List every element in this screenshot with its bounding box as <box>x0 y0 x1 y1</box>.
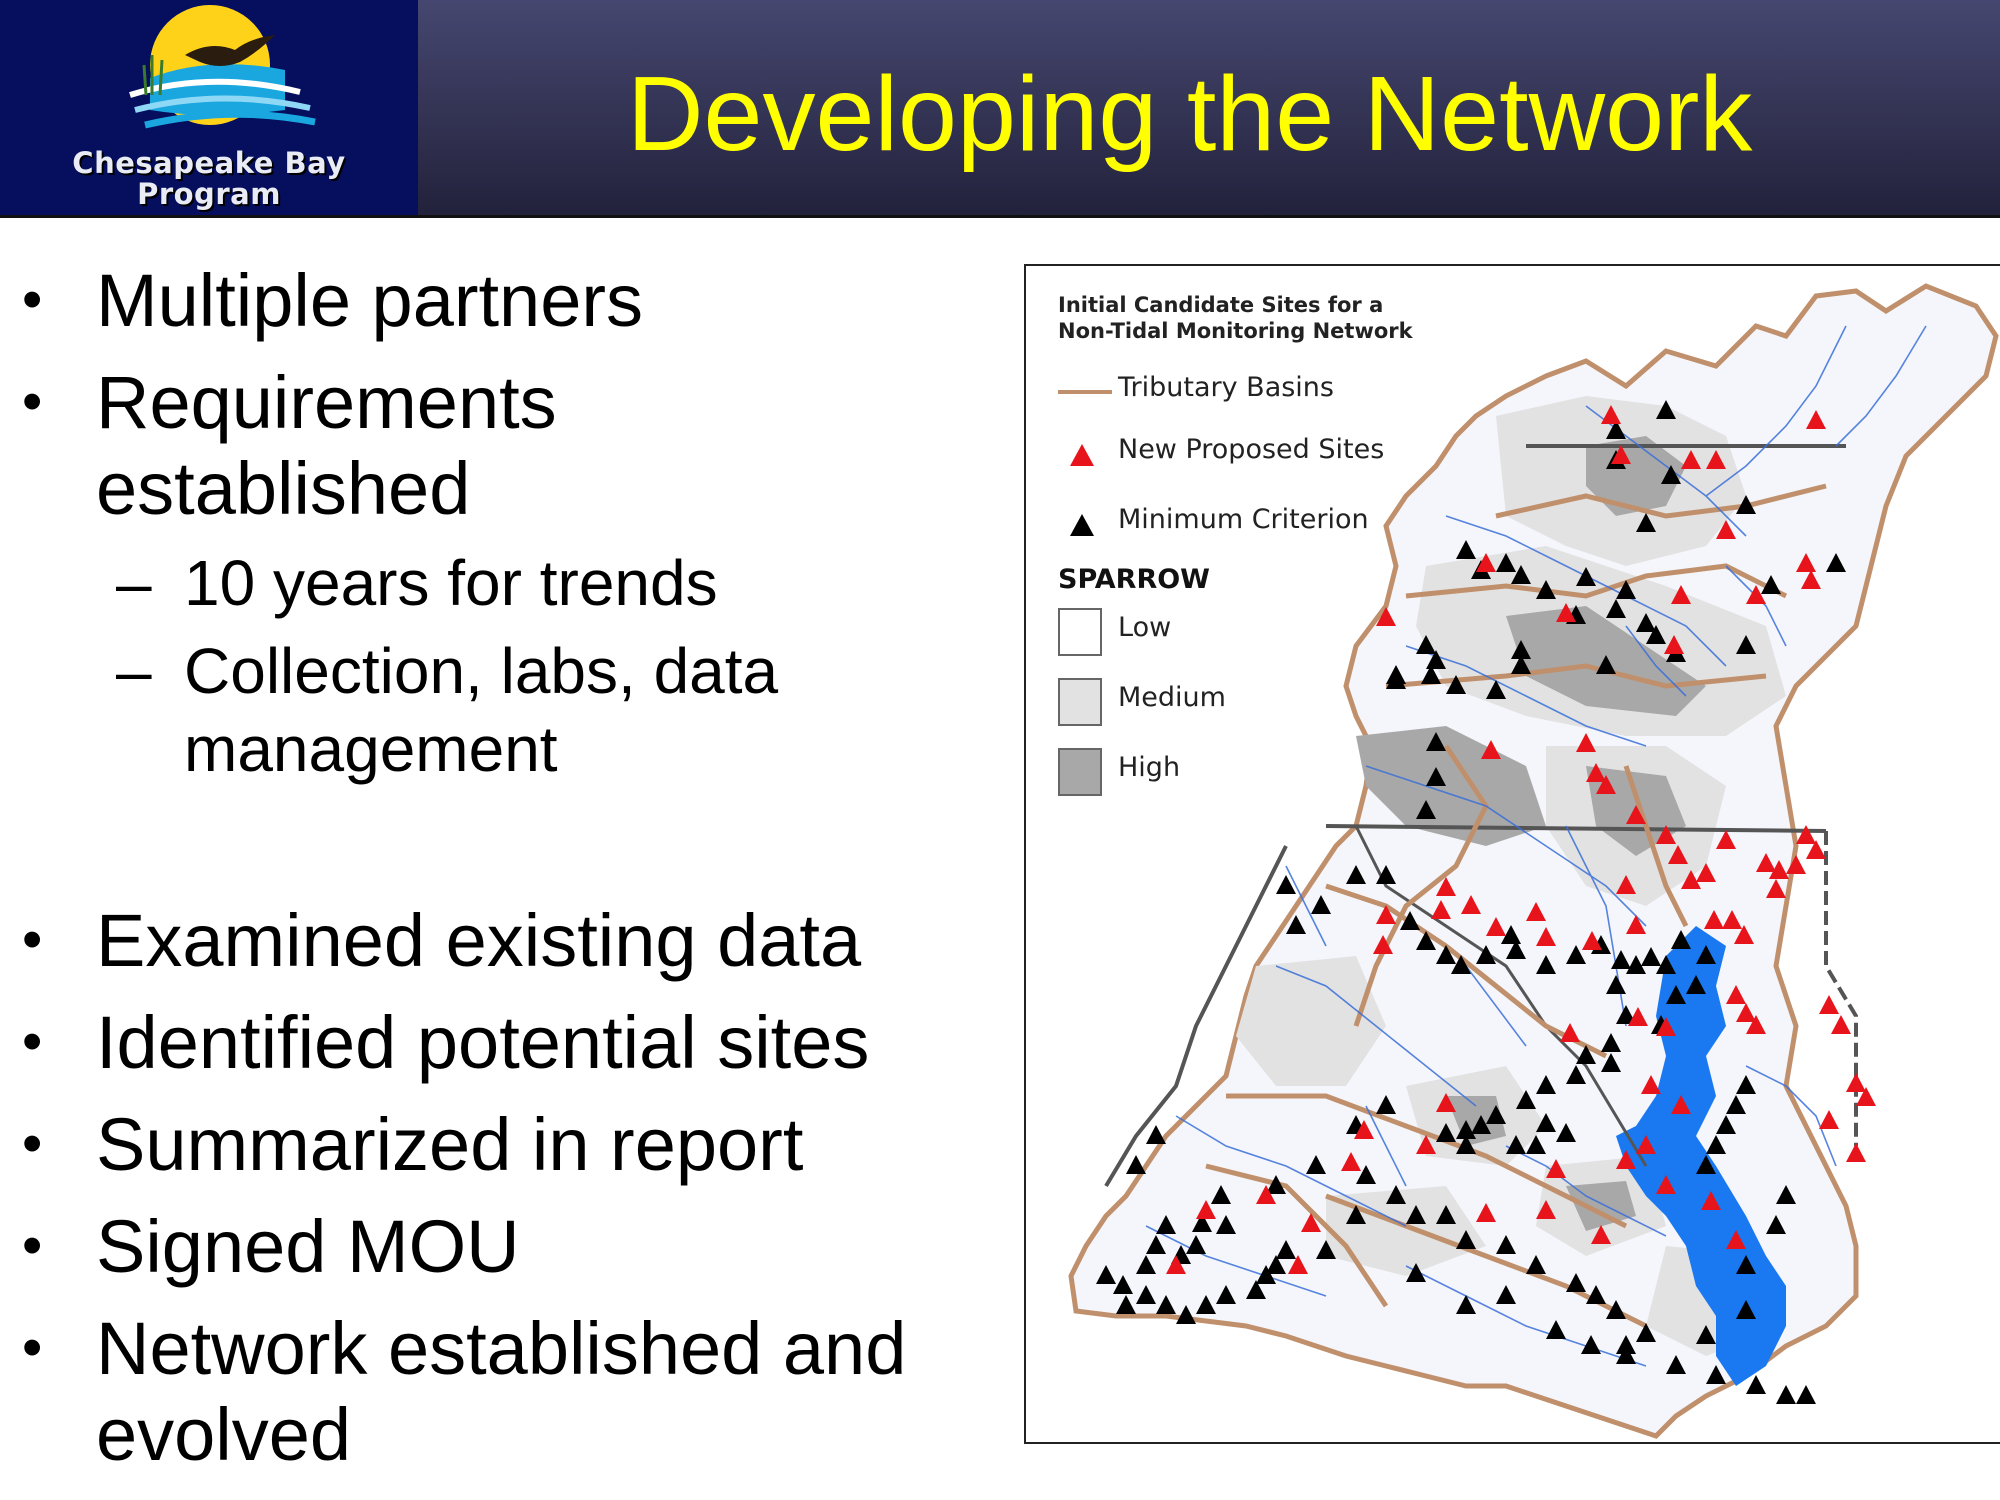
legend-label: Low <box>1118 612 1172 643</box>
sub-bullet-marker: – <box>116 547 152 619</box>
logo-text-line2: Program <box>137 177 281 211</box>
map-title <box>1058 292 1413 344</box>
logo-text-line1: Chesapeake Bay <box>72 146 346 180</box>
black-triangle-icon <box>1070 514 1094 536</box>
sub-bullet-marker: – <box>116 635 152 707</box>
legend-label: Minimum Criterion <box>1118 504 1369 535</box>
proposed-site-marker <box>1819 1110 1839 1129</box>
minimum-criterion-marker <box>1146 1125 1166 1144</box>
bullet-text: Network established and evolved <box>96 1307 907 1476</box>
bullet-marker: • <box>22 267 43 332</box>
proposed-site-marker <box>1796 825 1816 844</box>
tributary-line-icon <box>1058 390 1112 394</box>
red-triangle-icon <box>1070 444 1094 466</box>
minimum-criterion-marker <box>1126 1155 1146 1174</box>
sub-bullet-text: Collection, labs, data management <box>184 635 779 785</box>
legend-sparrow-heading: SPARROW <box>1058 564 1210 595</box>
bullet-text: Summarized in report <box>96 1103 804 1186</box>
bullet-marker: • <box>22 907 43 972</box>
minimum-criterion-marker <box>1776 1385 1796 1404</box>
minimum-criterion-marker <box>1796 1385 1816 1404</box>
logo-emblem-icon <box>60 0 360 155</box>
proposed-site-marker <box>1819 995 1839 1014</box>
bullet-text: Examined existing data <box>96 899 862 982</box>
header-divider <box>0 215 2000 218</box>
legend-label: New Proposed Sites <box>1118 434 1385 465</box>
high-swatch <box>1058 748 1102 796</box>
bullet-text: Requirements established <box>96 361 557 530</box>
slide-header <box>0 0 2000 217</box>
proposed-site-marker <box>1831 1015 1851 1034</box>
minimum-criterion-marker <box>1276 875 1296 894</box>
sub-bullet-text: 10 years for trends <box>184 547 718 619</box>
monitoring-network-map <box>1024 264 2000 1444</box>
bullet-marker: • <box>22 1009 43 1074</box>
bullet-text: Identified potential sites <box>96 1001 870 1084</box>
minimum-criterion-marker <box>1746 1375 1766 1394</box>
low-swatch <box>1058 608 1102 656</box>
legend-label: High <box>1118 752 1181 783</box>
map-title-line1: Initial Candidate Sites for a <box>1058 293 1384 317</box>
proposed-site-marker <box>1846 1143 1866 1162</box>
map-title-line2: Non-Tidal Monitoring Network <box>1058 319 1413 343</box>
medium-swatch <box>1058 678 1102 726</box>
bullet-marker: • <box>22 369 43 434</box>
bullet-text: Multiple partners <box>96 259 644 342</box>
legend-label: Tributary Basins <box>1118 372 1334 403</box>
chesapeake-bay-program-logo <box>0 0 418 217</box>
bullet-marker: • <box>22 1111 43 1176</box>
proposed-site-marker <box>1846 1073 1866 1092</box>
bullet-marker: • <box>22 1315 43 1380</box>
bullet-text: Signed MOU <box>96 1205 520 1288</box>
legend-label: Medium <box>1118 682 1226 713</box>
slide-title: Developing the Network <box>627 55 1753 173</box>
bullet-marker: • <box>22 1213 43 1278</box>
